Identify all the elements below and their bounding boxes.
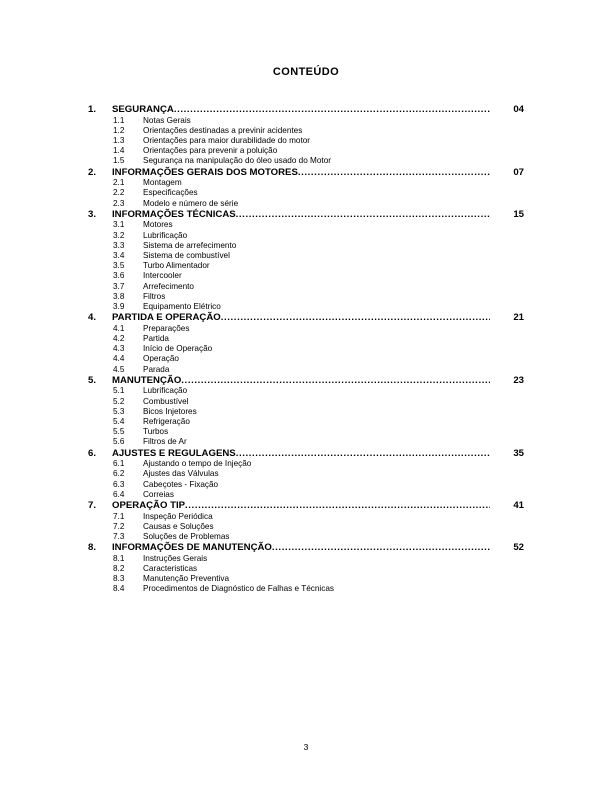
- toc-section-entry[interactable]: [88, 167, 524, 179]
- toc-subsection-title: Intercooler: [143, 271, 182, 281]
- toc-subsection-number: 4.5: [113, 364, 125, 374]
- toc-subsection-group: [88, 512, 524, 543]
- toc-section-title: OPERAÇÃO TIP: [112, 500, 186, 512]
- toc-subsection-entry[interactable]: [88, 324, 524, 334]
- toc-subsection-entry[interactable]: [88, 512, 524, 522]
- toc-subsection-title: Arrefecimento: [143, 281, 194, 291]
- toc-section-entry[interactable]: [88, 209, 524, 221]
- toc-subsection-entry[interactable]: [88, 417, 524, 427]
- toc-subsection-entry[interactable]: [88, 261, 524, 271]
- toc-subsection-number: 3.9: [113, 302, 125, 312]
- toc-subsection-title: Partida: [143, 334, 169, 344]
- toc-dot-leader: [236, 209, 490, 221]
- toc-subsection-number: 8.3: [113, 574, 125, 584]
- toc-subsection-entry[interactable]: [88, 136, 524, 146]
- toc-subsection-number: 5.5: [113, 427, 125, 437]
- toc-subsection-number: 6.3: [113, 479, 125, 489]
- toc-subsection-title: Correias: [143, 489, 174, 499]
- toc-subsection-number: 7.1: [113, 511, 125, 521]
- toc-subsection-entry[interactable]: [88, 334, 524, 344]
- toc-subsection-number: 3.7: [113, 281, 125, 291]
- toc-subsection-title: Turbo Alimentador: [143, 261, 210, 271]
- toc-subsection-entry[interactable]: [88, 427, 524, 437]
- toc-subsection-title: Soluções de Problemas: [143, 532, 230, 542]
- toc-subsection-title: Segurança na manipulação do óleo usado do Motor: [143, 156, 331, 166]
- toc-subsection-title: Início de Operação: [143, 344, 213, 354]
- toc-subsection-entry[interactable]: [88, 354, 524, 364]
- toc-section-page-number: 07: [513, 166, 524, 178]
- toc-subsection-title: Cabeçotes - Fixação: [143, 479, 219, 489]
- toc-subsection-title: Notas Gerais: [143, 115, 191, 125]
- toc-subsection-number: 5.1: [113, 386, 125, 396]
- toc-subsection-number: 6.4: [113, 489, 125, 499]
- toc-subsection-entry[interactable]: [88, 397, 524, 407]
- toc-subsection-number: 3.4: [113, 251, 125, 261]
- toc-section-title: PARTIDA E OPERAÇÃO: [112, 312, 221, 324]
- toc-subsection-entry[interactable]: [88, 532, 524, 542]
- toc-section-page-number: 15: [513, 208, 524, 220]
- toc-subsection-title: Sistema de combustível: [143, 251, 230, 261]
- toc-subsection-entry[interactable]: [88, 199, 524, 209]
- toc-subsection-title: Modelo e número de série: [143, 198, 239, 208]
- toc-subsection-entry[interactable]: [88, 116, 524, 126]
- toc-subsection-number: 2.2: [113, 188, 125, 198]
- toc-subsection-title: Procedimentos de Diagnóstico de Falhas e Técnicas: [143, 584, 334, 594]
- toc-subsection-title: Montagem: [143, 178, 182, 188]
- toc-subsection-entry[interactable]: [88, 251, 524, 261]
- toc-subsection-title: Refrigeração: [143, 417, 190, 427]
- toc-subsection-entry[interactable]: [88, 146, 524, 156]
- toc-subsection-number: 3.2: [113, 230, 125, 240]
- toc-subsection-group: [88, 116, 524, 167]
- toc-subsection-number: 3.3: [113, 240, 125, 250]
- toc-subsection-entry[interactable]: [88, 220, 524, 230]
- toc-subsection-title: Combustível: [143, 396, 189, 406]
- toc-subsection-number: 5.4: [113, 417, 125, 427]
- toc-section-number: 8.: [88, 542, 97, 554]
- toc-subsection-title: Sistema de arrefecimento: [143, 240, 237, 250]
- toc-subsection-number: 6.2: [113, 469, 125, 479]
- toc-subsection-title: Equipamento Elétrico: [143, 302, 221, 312]
- toc-subsection-title: Especificações: [143, 188, 198, 198]
- toc-subsection-title: Turbos: [143, 427, 169, 437]
- toc-subsection-number: 4.3: [113, 344, 125, 354]
- toc-section-entry[interactable]: [88, 542, 524, 554]
- toc-section-entry[interactable]: [88, 375, 524, 387]
- toc-subsection-entry[interactable]: [88, 271, 524, 281]
- toc-subsection-title: Operação: [143, 354, 179, 364]
- toc-subsection-entry[interactable]: [88, 241, 524, 251]
- toc-dot-leader: [272, 542, 490, 554]
- toc-subsection-number: 4.4: [113, 354, 125, 364]
- toc-subsection-number: 1.5: [113, 156, 125, 166]
- toc-subsection-title: Parada: [143, 364, 170, 374]
- toc-subsection-entry[interactable]: [88, 584, 524, 594]
- toc-subsection-number: 3.6: [113, 271, 125, 281]
- toc-subsection-number: 7.3: [113, 532, 125, 542]
- toc-subsection-entry[interactable]: [88, 386, 524, 396]
- toc-subsection-entry[interactable]: [88, 365, 524, 375]
- toc-subsection-title: Manutenção Preventiva: [143, 574, 230, 584]
- toc-section-title: MANUTENÇÃO: [112, 374, 182, 386]
- toc-section-entry[interactable]: [88, 312, 524, 324]
- toc-subsection-entry[interactable]: [88, 178, 524, 188]
- toc-subsection-entry[interactable]: [88, 564, 524, 574]
- toc-subsection-number: 8.4: [113, 584, 125, 594]
- toc-subsection-entry[interactable]: [88, 126, 524, 136]
- toc-section-number: 3.: [88, 208, 97, 220]
- toc-subsection-title: Motores: [143, 220, 173, 230]
- toc-subsection-entry[interactable]: [88, 344, 524, 354]
- toc-subsection-number: 5.3: [113, 406, 125, 416]
- toc-dot-leader: [221, 312, 490, 324]
- toc-subsection-entry[interactable]: [88, 459, 524, 469]
- toc-section-number: 4.: [88, 312, 97, 324]
- toc-subsection-title: Preparações: [143, 323, 190, 333]
- toc-subsection-group: [88, 220, 524, 312]
- toc-subsection-entry[interactable]: [88, 292, 524, 302]
- toc-section-number: 1.: [88, 104, 97, 115]
- toc-section-title: INFORMAÇÕES GERAIS DOS MOTORES: [112, 166, 298, 178]
- toc-subsection-group: [88, 459, 524, 500]
- toc-subsection-entry[interactable]: [88, 490, 524, 500]
- toc-subsection-entry[interactable]: [88, 480, 524, 490]
- toc-subsection-group: [88, 178, 524, 209]
- toc-dot-leader: [185, 500, 490, 512]
- toc-subsection-title: Inspeção Periódica: [143, 511, 213, 521]
- toc-subsection-entry[interactable]: [88, 302, 524, 312]
- toc-dot-leader: [174, 104, 490, 116]
- toc-subsection-title: Lubrificação: [143, 386, 188, 396]
- toc-subsection-number: 3.1: [113, 220, 125, 230]
- toc-section-number: 2.: [88, 166, 97, 178]
- toc-subsection-title: Orientações para prevenir a poluição: [143, 146, 278, 156]
- toc-subsection-entry[interactable]: [88, 437, 524, 447]
- toc-subsection-title: Instruções Gerais: [143, 553, 208, 563]
- toc-section-page-number: 23: [513, 374, 524, 386]
- toc-section-entry[interactable]: [88, 500, 524, 512]
- toc-subsection-number: 5.2: [113, 396, 125, 406]
- footer-page-number: 3: [303, 742, 309, 752]
- toc-subsection-title: Caracteristicas: [143, 564, 198, 574]
- toc-subsection-title: Ajustes das Válvulas: [143, 469, 219, 479]
- toc-section-entry[interactable]: [88, 448, 524, 460]
- toc-section-title: AJUSTES E REGULAGENS: [112, 447, 236, 459]
- toc-subsection-entry[interactable]: [88, 407, 524, 417]
- toc-dot-leader: [181, 375, 490, 387]
- toc-subsection-number: 5.6: [113, 437, 125, 447]
- toc-subsection-entry[interactable]: [88, 522, 524, 532]
- toc-subsection-number: 8.1: [113, 553, 125, 563]
- toc-section-entry[interactable]: [88, 104, 524, 116]
- toc-section-page-number: 04: [513, 104, 524, 115]
- toc-dot-leader: [298, 167, 490, 179]
- toc-subsection-entry[interactable]: [88, 574, 524, 584]
- toc-section-page-number: 52: [513, 542, 524, 554]
- toc-subsection-number: 6.1: [113, 459, 125, 469]
- toc-section-title: INFORMAÇÕES DE MANUTENÇÃO: [112, 542, 272, 554]
- toc-subsection-title: Causas e Soluções: [143, 521, 214, 531]
- toc-subsection-title: Bicos Injetores: [143, 406, 197, 416]
- page-title: CONTEÚDO: [272, 66, 340, 78]
- toc-section-number: 5.: [88, 374, 97, 386]
- toc-subsection-number: 8.2: [113, 564, 125, 574]
- toc-subsection-group: [88, 386, 524, 447]
- toc-section-page-number: 41: [513, 500, 524, 512]
- toc-section-page-number: 35: [513, 447, 524, 459]
- toc-subsection-entry[interactable]: [88, 282, 524, 292]
- toc-subsection-entry[interactable]: [88, 554, 524, 564]
- toc-subsection-entry[interactable]: [88, 188, 524, 198]
- toc-subsection-title: Orientações destinadas a previnir acidentes: [143, 125, 303, 135]
- toc-section-number: 6.: [88, 447, 97, 459]
- toc-subsection-number: 1.4: [113, 146, 125, 156]
- toc-subsection-entry[interactable]: [88, 469, 524, 479]
- toc-subsection-entry[interactable]: [88, 231, 524, 241]
- toc-subsection-number: 1.2: [113, 125, 125, 135]
- toc-subsection-number: 4.2: [113, 334, 125, 344]
- toc-subsection-entry[interactable]: [88, 156, 524, 166]
- toc-subsection-title: Ajustando o tempo de Injeção: [143, 459, 252, 469]
- toc-subsection-number: 1.1: [113, 115, 125, 125]
- toc-subsection-number: 3.8: [113, 291, 125, 301]
- toc-section-page-number: 21: [513, 312, 524, 324]
- toc-subsection-number: 3.5: [113, 261, 125, 271]
- toc-subsection-number: 1.3: [113, 136, 125, 145]
- toc-subsection-number: 7.2: [113, 521, 125, 531]
- toc-subsection-group: [88, 324, 524, 375]
- toc-section-title: SEGURANÇA: [112, 104, 174, 115]
- toc-subsection-number: 4.1: [113, 323, 125, 333]
- toc-section-number: 7.: [88, 500, 97, 512]
- toc-subsection-number: 2.3: [113, 198, 125, 208]
- toc-section-title: INFORMAÇÕES TÉCNICAS: [112, 208, 236, 220]
- table-of-contents: [88, 104, 524, 595]
- toc-subsection-title: Orientações para maior durabilidade do motor: [143, 136, 311, 145]
- toc-subsection-number: 2.1: [113, 178, 125, 188]
- toc-subsection-group: [88, 554, 524, 595]
- toc-dot-leader: [236, 448, 490, 460]
- toc-subsection-title: Filtros de Ar: [143, 437, 187, 447]
- toc-subsection-title: Filtros: [143, 291, 166, 301]
- toc-subsection-title: Lubrificação: [143, 230, 188, 240]
